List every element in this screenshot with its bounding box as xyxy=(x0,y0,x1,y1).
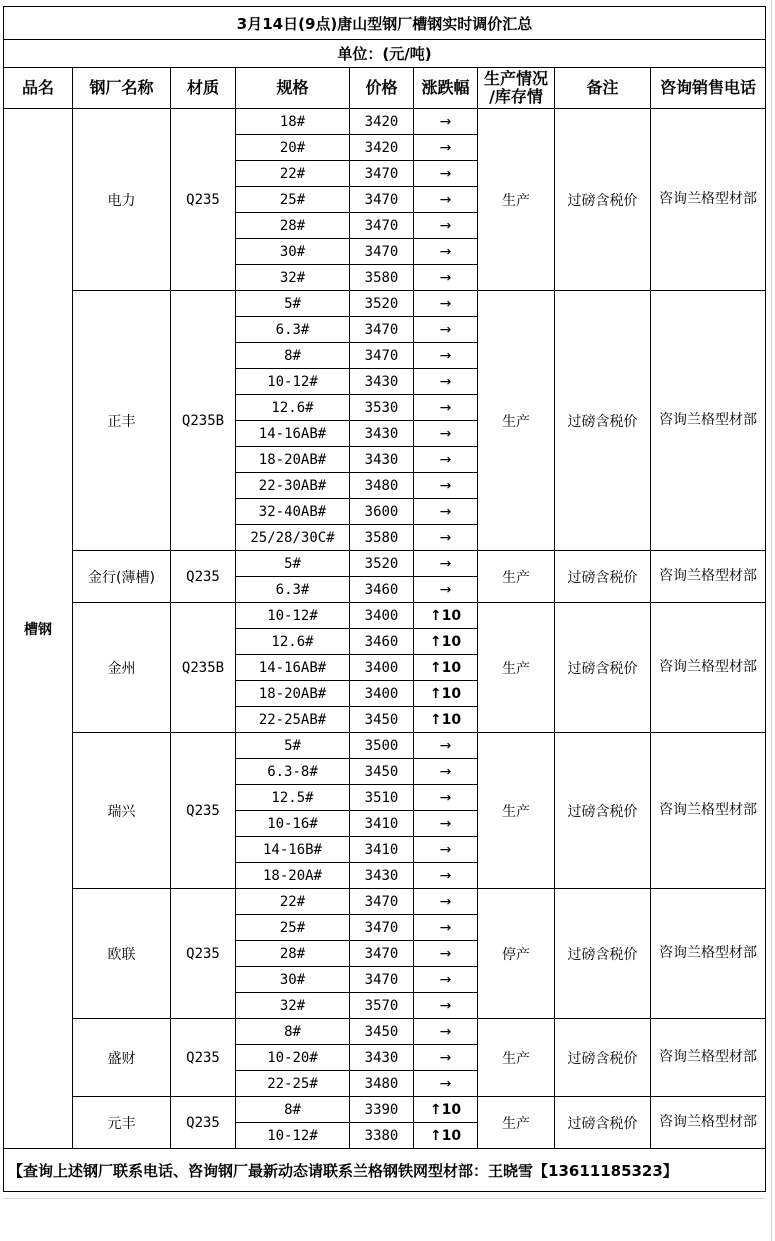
spec-cell: 32# xyxy=(236,993,350,1019)
spec-cell: 22-30AB# xyxy=(236,473,350,499)
spec-cell: 18-20AB# xyxy=(236,681,350,707)
spec-cell: 30# xyxy=(236,239,350,265)
spec-cell: 22# xyxy=(236,889,350,915)
spec-cell: 28# xyxy=(236,213,350,239)
price-cell: 3470 xyxy=(350,941,414,967)
material-cell: Q235 xyxy=(171,733,236,889)
header-contact: 咨询销售电话 xyxy=(651,68,766,109)
price-cell: 3430 xyxy=(350,447,414,473)
change-cell: ↑10 xyxy=(414,655,478,681)
change-cell: → xyxy=(414,213,478,239)
spec-cell: 5# xyxy=(236,733,350,759)
header-material: 材质 xyxy=(171,68,236,109)
status-cell: 生产 xyxy=(478,1097,555,1149)
remark-cell: 过磅含税价 xyxy=(555,1019,651,1097)
mill-cell: 欧联 xyxy=(73,889,171,1019)
spec-cell: 6.3-8# xyxy=(236,759,350,785)
spec-cell: 6.3# xyxy=(236,317,350,343)
spec-cell: 25# xyxy=(236,187,350,213)
price-cell: 3480 xyxy=(350,1071,414,1097)
spec-cell: 22-25# xyxy=(236,1071,350,1097)
price-cell: 3450 xyxy=(350,759,414,785)
price-cell: 3420 xyxy=(350,135,414,161)
price-cell: 3410 xyxy=(350,811,414,837)
price-cell: 3410 xyxy=(350,837,414,863)
material-cell: Q235 xyxy=(171,1019,236,1097)
mill-cell: 正丰 xyxy=(73,291,171,551)
material-cell: Q235B xyxy=(171,603,236,733)
price-cell: 3500 xyxy=(350,733,414,759)
price-cell: 3430 xyxy=(350,863,414,889)
contact-cell: 咨询兰格型材部 xyxy=(651,551,766,603)
contact-cell: 咨询兰格型材部 xyxy=(651,109,766,291)
change-cell: → xyxy=(414,863,478,889)
spec-cell: 25/28/30C# xyxy=(236,525,350,551)
price-cell: 3380 xyxy=(350,1123,414,1149)
status-cell: 生产 xyxy=(478,291,555,551)
price-cell: 3470 xyxy=(350,967,414,993)
spec-cell: 10-12# xyxy=(236,369,350,395)
change-cell: → xyxy=(414,291,478,317)
change-cell: → xyxy=(414,915,478,941)
change-cell: → xyxy=(414,759,478,785)
change-cell: ↑10 xyxy=(414,707,478,733)
status-cell: 生产 xyxy=(478,109,555,291)
spec-cell: 30# xyxy=(236,967,350,993)
mill-cell: 电力 xyxy=(73,109,171,291)
change-cell: → xyxy=(414,1071,478,1097)
spec-cell: 32# xyxy=(236,265,350,291)
spec-cell: 14-16AB# xyxy=(236,655,350,681)
change-cell: → xyxy=(414,993,478,1019)
price-cell: 3470 xyxy=(350,915,414,941)
spec-cell: 12.6# xyxy=(236,629,350,655)
header-status-line1: 生产情况 xyxy=(483,69,548,88)
change-cell: → xyxy=(414,187,478,213)
mill-cell: 金州 xyxy=(73,603,171,733)
material-cell: Q235 xyxy=(171,109,236,291)
price-table xyxy=(3,6,766,1192)
price-cell: 3430 xyxy=(350,1045,414,1071)
spec-cell: 18-20AB# xyxy=(236,447,350,473)
contact-cell: 咨询兰格型材部 xyxy=(651,733,766,889)
spec-cell: 8# xyxy=(236,1097,350,1123)
spec-cell: 5# xyxy=(236,551,350,577)
table-title: 3月14日(9点)唐山型钢厂槽钢实时调价汇总 xyxy=(4,7,766,40)
change-cell: ↑10 xyxy=(414,681,478,707)
price-cell: 3470 xyxy=(350,889,414,915)
price-cell: 3390 xyxy=(350,1097,414,1123)
status-cell: 生产 xyxy=(478,551,555,603)
spec-cell: 10-12# xyxy=(236,603,350,629)
table-row xyxy=(4,109,766,135)
change-cell: → xyxy=(414,239,478,265)
remark-cell: 过磅含税价 xyxy=(555,291,651,551)
header-status-line2: /库存情 xyxy=(489,87,543,106)
mill-cell: 盛财 xyxy=(73,1019,171,1097)
price-cell: 3470 xyxy=(350,213,414,239)
spec-cell: 25# xyxy=(236,915,350,941)
spec-cell: 14-16B# xyxy=(236,837,350,863)
spec-cell: 14-16AB# xyxy=(236,421,350,447)
mill-cell: 瑞兴 xyxy=(73,733,171,889)
header-change: 涨跌幅 xyxy=(414,68,478,109)
material-cell: Q235 xyxy=(171,889,236,1019)
mill-cell: 元丰 xyxy=(73,1097,171,1149)
change-cell: → xyxy=(414,1019,478,1045)
price-cell: 3450 xyxy=(350,1019,414,1045)
table-row xyxy=(4,733,766,759)
price-cell: 3400 xyxy=(350,681,414,707)
price-cell: 3600 xyxy=(350,499,414,525)
header-spec: 规格 xyxy=(236,68,350,109)
remark-cell: 过磅含税价 xyxy=(555,603,651,733)
spec-cell: 22-25AB# xyxy=(236,707,350,733)
contact-cell: 咨询兰格型材部 xyxy=(651,291,766,551)
spec-cell: 8# xyxy=(236,1019,350,1045)
spec-cell: 10-12# xyxy=(236,1123,350,1149)
price-cell: 3400 xyxy=(350,655,414,681)
mill-cell: 金行(薄槽) xyxy=(73,551,171,603)
change-cell: → xyxy=(414,395,478,421)
product-cell: 槽钢 xyxy=(4,109,73,1149)
remark-cell: 过磅含税价 xyxy=(555,889,651,1019)
header-price: 价格 xyxy=(350,68,414,109)
contact-cell: 咨询兰格型材部 xyxy=(651,603,766,733)
gridline-divider xyxy=(3,1198,765,1199)
change-cell: → xyxy=(414,967,478,993)
spec-cell: 32-40AB# xyxy=(236,499,350,525)
header-product: 品名 xyxy=(4,68,73,109)
price-cell: 3510 xyxy=(350,785,414,811)
status-cell: 生产 xyxy=(478,603,555,733)
change-cell: → xyxy=(414,1045,478,1071)
table-row xyxy=(4,551,766,577)
table-row xyxy=(4,1097,766,1123)
table-row xyxy=(4,291,766,317)
price-cell: 3530 xyxy=(350,395,414,421)
change-cell: → xyxy=(414,889,478,915)
header-mill: 钢厂名称 xyxy=(73,68,171,109)
contact-cell: 咨询兰格型材部 xyxy=(651,889,766,1019)
change-cell: → xyxy=(414,109,478,135)
change-cell: → xyxy=(414,499,478,525)
change-cell: → xyxy=(414,811,478,837)
change-cell: → xyxy=(414,551,478,577)
price-cell: 3520 xyxy=(350,291,414,317)
price-cell: 3580 xyxy=(350,525,414,551)
spec-cell: 10-20# xyxy=(236,1045,350,1071)
remark-cell: 过磅含税价 xyxy=(555,1097,651,1149)
material-cell: Q235 xyxy=(171,1097,236,1149)
spec-cell: 8# xyxy=(236,343,350,369)
change-cell: → xyxy=(414,369,478,395)
header-status xyxy=(478,68,555,109)
price-cell: 3570 xyxy=(350,993,414,1019)
change-cell: → xyxy=(414,733,478,759)
status-cell: 生产 xyxy=(478,733,555,889)
price-cell: 3480 xyxy=(350,473,414,499)
price-cell: 3470 xyxy=(350,161,414,187)
table-row xyxy=(4,603,766,629)
spec-cell: 5# xyxy=(236,291,350,317)
price-cell: 3460 xyxy=(350,577,414,603)
price-cell: 3430 xyxy=(350,421,414,447)
status-cell: 停产 xyxy=(478,889,555,1019)
change-cell: → xyxy=(414,837,478,863)
price-cell: 3430 xyxy=(350,369,414,395)
remark-cell: 过磅含税价 xyxy=(555,109,651,291)
price-cell: 3470 xyxy=(350,239,414,265)
change-cell: ↑10 xyxy=(414,603,478,629)
remark-cell: 过磅含税价 xyxy=(555,733,651,889)
table-row xyxy=(4,1019,766,1045)
change-cell: → xyxy=(414,317,478,343)
material-cell: Q235B xyxy=(171,291,236,551)
price-cell: 3470 xyxy=(350,343,414,369)
spec-cell: 22# xyxy=(236,161,350,187)
change-cell: ↑10 xyxy=(414,1123,478,1149)
remark-cell: 过磅含税价 xyxy=(555,551,651,603)
footer-row xyxy=(4,1149,766,1192)
footer-note: 【查询上述钢厂联系电话、咨询钢厂最新动态请联系兰格钢铁网型材部：王晓雪【13611185323】 xyxy=(4,1149,766,1192)
price-cell: 3460 xyxy=(350,629,414,655)
change-cell: → xyxy=(414,785,478,811)
spec-cell: 6.3# xyxy=(236,577,350,603)
change-cell: ↑10 xyxy=(414,629,478,655)
unit-label: 单位：(元/吨) xyxy=(4,40,766,68)
table-row xyxy=(4,889,766,915)
header-remark: 备注 xyxy=(555,68,651,109)
price-cell: 3400 xyxy=(350,603,414,629)
price-cell: 3520 xyxy=(350,551,414,577)
change-cell: ↑10 xyxy=(414,1097,478,1123)
contact-cell: 咨询兰格型材部 xyxy=(651,1019,766,1097)
contact-cell: 咨询兰格型材部 xyxy=(651,1097,766,1149)
change-cell: → xyxy=(414,447,478,473)
spec-cell: 18# xyxy=(236,109,350,135)
spec-cell: 20# xyxy=(236,135,350,161)
spec-cell: 10-16# xyxy=(236,811,350,837)
spec-cell: 18-20A# xyxy=(236,863,350,889)
status-cell: 生产 xyxy=(478,1019,555,1097)
change-cell: → xyxy=(414,473,478,499)
material-cell: Q235 xyxy=(171,551,236,603)
change-cell: → xyxy=(414,525,478,551)
price-cell: 3420 xyxy=(350,109,414,135)
spec-cell: 12.5# xyxy=(236,785,350,811)
price-cell: 3470 xyxy=(350,317,414,343)
gridline-divider-vertical xyxy=(771,0,772,1241)
spec-cell: 12.6# xyxy=(236,395,350,421)
price-cell: 3470 xyxy=(350,187,414,213)
change-cell: → xyxy=(414,161,478,187)
change-cell: → xyxy=(414,343,478,369)
spec-cell: 28# xyxy=(236,941,350,967)
price-cell: 3450 xyxy=(350,707,414,733)
change-cell: → xyxy=(414,421,478,447)
change-cell: → xyxy=(414,577,478,603)
change-cell: → xyxy=(414,265,478,291)
change-cell: → xyxy=(414,941,478,967)
change-cell: → xyxy=(414,135,478,161)
price-cell: 3580 xyxy=(350,265,414,291)
